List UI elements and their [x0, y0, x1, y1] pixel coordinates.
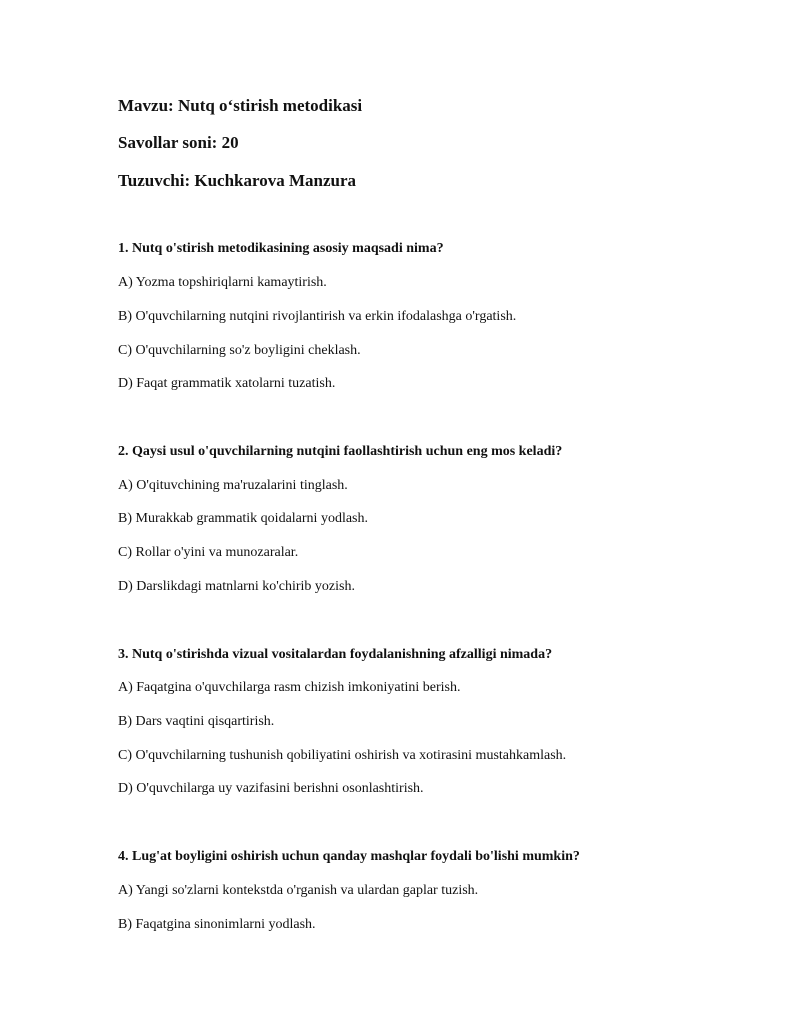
question-2-text: 2. Qaysi usul o'quvchilarning nutqini faollashtirish uchun eng mos keladi?	[118, 444, 563, 459]
question-3-option-a: A) Faqatgina o'quvchilarga rasm chizish imkoniyatini berish.	[118, 680, 461, 695]
author-line: Tuzuvchi: Kuchkarova Manzura	[118, 171, 357, 190]
question-2-option-c: C) Rollar o'yini va munozaralar.	[118, 545, 299, 560]
question-3-option-c: C) O'quvchilarning tushunish qobiliyatini oshirish va xotirasini mustahkamlash.	[118, 748, 567, 763]
question-1-option-b: B) O'quvchilarning nutqini rivojlantirish va erkin ifodalashga o'rgatish.	[118, 309, 517, 324]
question-3-option-d: D) O'quvchilarga uy vazifasini berishni osonlashtirish.	[118, 781, 424, 796]
question-3-text: 3. Nutq o'stirishda vizual vositalardan foydalanishning afzalligi nimada?	[118, 647, 553, 662]
question-1-option-c: C) O'quvchilarning so'z boyligini cheklash.	[118, 343, 361, 358]
question-4-text: 4. Lug'at boyligini oshirish uchun qanday mashqlar foydali bo'lishi mumkin?	[118, 849, 580, 864]
question-3-option-b: B) Dars vaqtini qisqartirish.	[118, 714, 275, 729]
question-count: Savollar soni: 20	[118, 133, 239, 152]
question-4-option-b: B) Faqatgina sinonimlarni yodlash.	[118, 917, 316, 932]
question-1-text: 1. Nutq o'stirish metodikasining asosiy maqsadi nima?	[118, 241, 444, 256]
question-2-option-a: A) O'qituvchining ma'ruzalarini tinglash.	[118, 478, 348, 493]
question-4-option-a: A) Yangi so'zlarni kontekstda o'rganish va ulardan gaplar tuzish.	[118, 883, 479, 898]
topic-heading: Mavzu: Nutq o‘stirish metodikasi	[118, 96, 363, 115]
question-2-option-d: D) Darslikdagi matnlarni ko'chirib yozish.	[118, 579, 355, 594]
question-2-option-b: B) Murakkab grammatik qoidalarni yodlash.	[118, 511, 368, 526]
question-1-option-d: D) Faqat grammatik xatolarni tuzatish.	[118, 376, 336, 391]
question-1-option-a: A) Yozma topshiriqlarni kamaytirish.	[118, 275, 327, 290]
